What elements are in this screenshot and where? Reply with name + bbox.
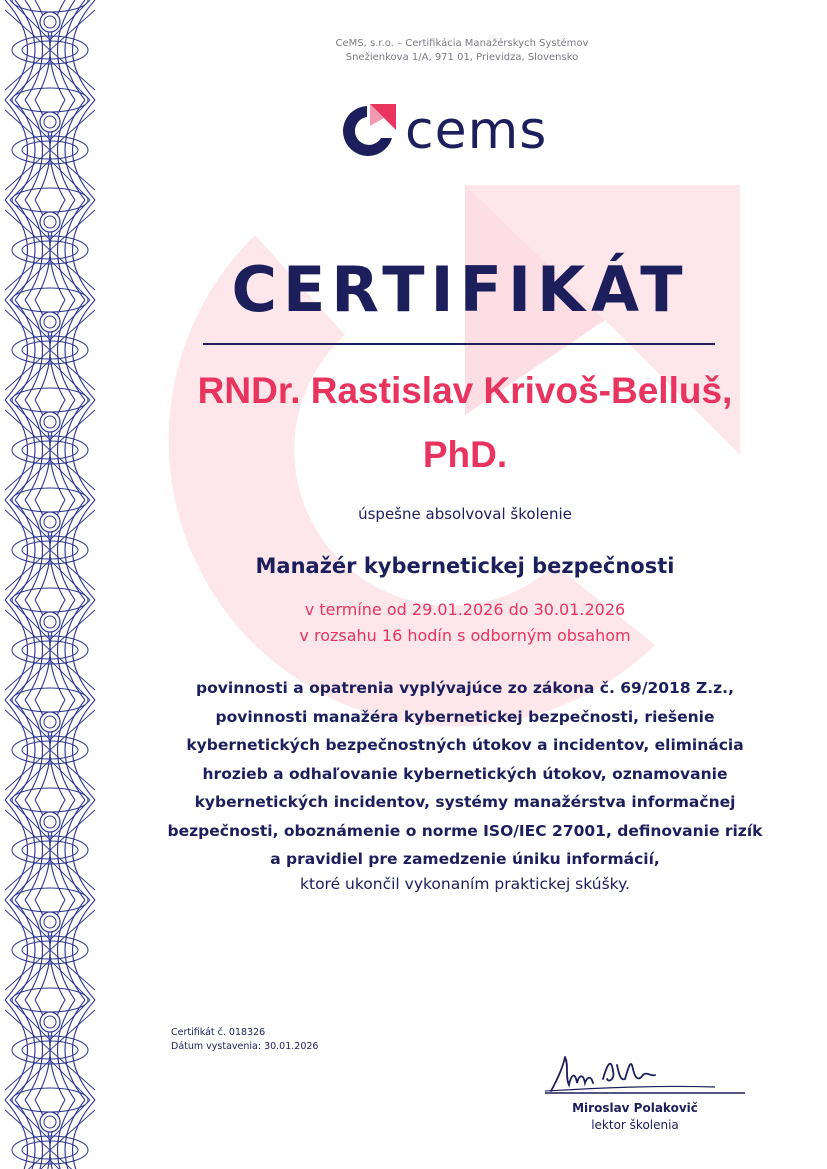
guilloche-border xyxy=(0,0,100,1169)
content-line: hrozieb a odhaľovanie kybernetických útokov, oznamovanie xyxy=(202,764,728,783)
content-line: kybernetických bezpečnostných útokov a incidentov, eliminácia xyxy=(186,736,744,754)
signature xyxy=(525,1045,750,1100)
completion-statement: úspešne absolvoval školenie xyxy=(358,505,572,523)
recipient-name: RNDr. Rastislav Krivoš-Belluš, xyxy=(197,370,733,411)
content-line: bezpečnosti, oboznámenie o norme ISO/IEC 27001, definovanie rizík xyxy=(167,821,763,840)
closing-statement: ktoré ukončil vykonaním praktickej skúšky. xyxy=(300,875,630,893)
issuer-address: Snežienkova 1/A, 971 01, Prievidza, Slovensko xyxy=(345,52,579,63)
content-line: a pravidiel pre zamedzenie úniku informácií, xyxy=(270,850,660,868)
content-line: povinnosti a opatrenia vyplývajúce zo zákona č. 69/2018 Z.z., xyxy=(196,679,734,697)
signatory-name: Miroslav Polakovič xyxy=(572,1101,698,1115)
issuer-name: CeMS, s.r.o. – Certifikácia Manažérskych Systémov xyxy=(335,38,589,49)
course-scope: v rozsahu 16 hodín s odborným obsahom xyxy=(299,626,631,645)
logo-wordmark: cems xyxy=(405,101,548,161)
course-content xyxy=(150,674,780,874)
certificate-number: Certifikát č. 018326 xyxy=(171,1027,266,1038)
certificate-title: CERTIFIKÁT xyxy=(231,253,689,326)
cems-logo-mark-icon xyxy=(340,102,400,160)
recipient-degree: PhD. xyxy=(422,434,508,475)
issue-date: Dátum vystavenia: 30.01.2026 xyxy=(171,1041,319,1052)
content-line: povinnosti manažéra kybernetickej bezpečnosti, riešenie xyxy=(215,707,715,726)
content-line: kybernetických incidentov, systémy manažérstva informačnej xyxy=(194,793,736,811)
cems-logo xyxy=(340,102,580,160)
signatory-role: lektor školenia xyxy=(591,1118,679,1132)
course-title: Manažér kybernetickej bezpečnosti xyxy=(255,554,675,578)
course-term: v termíne od 29.01.2026 do 30.01.2026 xyxy=(304,600,626,619)
title-divider xyxy=(203,343,715,345)
